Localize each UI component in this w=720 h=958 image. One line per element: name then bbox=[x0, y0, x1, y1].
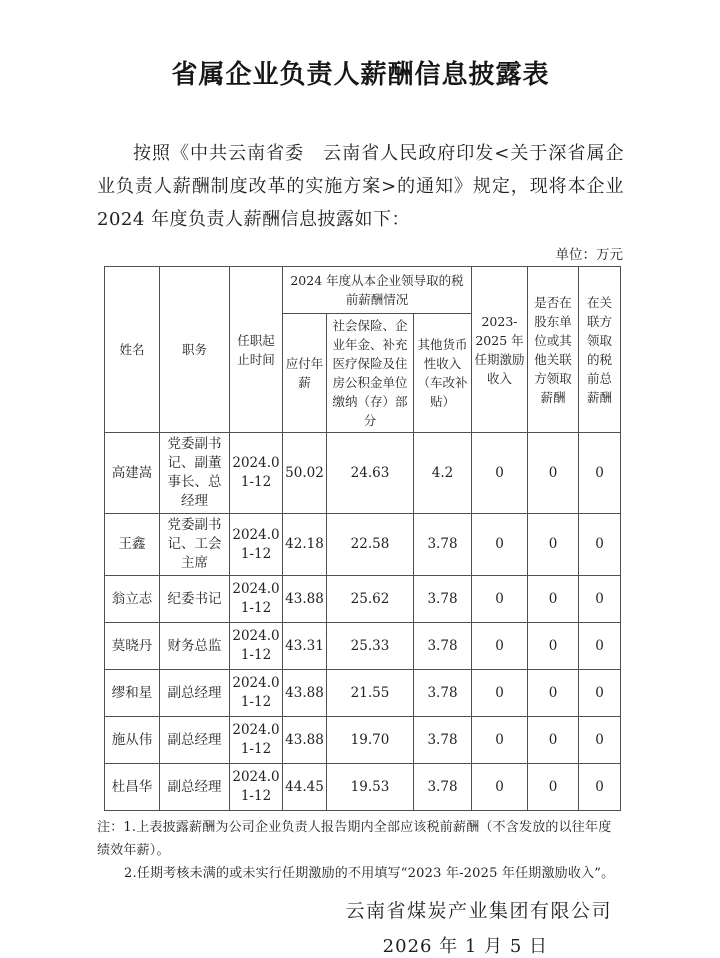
cell-insurance: 19.53 bbox=[327, 764, 414, 811]
cell-annual-salary: 44.45 bbox=[283, 764, 327, 811]
cell-name: 王鑫 bbox=[105, 514, 160, 576]
cell-insurance: 22.58 bbox=[327, 514, 414, 576]
col-header-salary-group: 2024 年度从本企业领导取的税前薪酬情况 bbox=[283, 267, 472, 314]
cell-name: 缪和星 bbox=[105, 670, 160, 717]
cell-related-party-pay: 0 bbox=[579, 623, 621, 670]
cell-term-incentive: 0 bbox=[472, 623, 528, 670]
cell-annual-salary: 43.88 bbox=[283, 576, 327, 623]
cell-term: 2024.01-12 bbox=[230, 717, 283, 764]
disclosure-date: 2026 年 1 月 5 日 bbox=[382, 936, 548, 957]
cell-position: 党委副书记、工会主席 bbox=[160, 514, 230, 576]
company-name: 云南省煤炭产业集团有限公司 bbox=[345, 900, 612, 922]
col-header-name: 姓名 bbox=[105, 267, 160, 433]
cell-position: 财务总监 bbox=[160, 623, 230, 670]
cell-shareholder-pay: 0 bbox=[528, 433, 579, 514]
note-2: 2.任期考核未满的或未实行任期激励的不用填写“2023 年-2025 年任期激励收入”。 bbox=[124, 866, 615, 881]
cell-name: 翁立志 bbox=[105, 576, 160, 623]
table-row bbox=[105, 623, 621, 670]
cell-position: 纪委书记 bbox=[160, 576, 230, 623]
col-header-term: 任职起止时间 bbox=[230, 267, 283, 433]
cell-shareholder-pay: 0 bbox=[528, 576, 579, 623]
cell-term-incentive: 0 bbox=[472, 764, 528, 811]
cell-other-income: 3.78 bbox=[414, 514, 472, 576]
cell-annual-salary: 43.88 bbox=[283, 717, 327, 764]
cell-other-income: 3.78 bbox=[414, 764, 472, 811]
col-header-annual-salary: 应付年薪 bbox=[283, 314, 327, 433]
cell-name: 施从伟 bbox=[105, 717, 160, 764]
table-row bbox=[105, 576, 621, 623]
cell-insurance: 25.33 bbox=[327, 623, 414, 670]
cell-term-incentive: 0 bbox=[472, 514, 528, 576]
cell-annual-salary: 43.31 bbox=[283, 623, 327, 670]
cell-related-party-pay: 0 bbox=[579, 576, 621, 623]
table-row bbox=[105, 433, 621, 514]
footnotes bbox=[97, 816, 624, 885]
cell-annual-salary: 42.18 bbox=[283, 514, 327, 576]
cell-annual-salary: 43.88 bbox=[283, 670, 327, 717]
cell-position: 副总经理 bbox=[160, 764, 230, 811]
col-header-term-incentive: 2023-2025 年任期激励收入 bbox=[472, 267, 528, 433]
intro-paragraph: 按照《中共云南省委 云南省人民政府印发<关于深省属企业负责人薪酬制度改革的实施方案>的通知》规定，现将本企业 2024 年度负责人薪酬信息披露如下： bbox=[97, 143, 624, 230]
table-row bbox=[105, 514, 621, 576]
cell-related-party-pay: 0 bbox=[579, 670, 621, 717]
col-header-insurance: 社会保险、企业年金、补充医疗保险及住房公积金单位缴纳（存）部分 bbox=[327, 314, 414, 433]
cell-term: 2024.01-12 bbox=[230, 670, 283, 717]
cell-shareholder-pay: 0 bbox=[528, 717, 579, 764]
table-row bbox=[105, 670, 621, 717]
cell-other-income: 4.2 bbox=[414, 433, 472, 514]
col-header-shareholder-pay: 是否在股东单位或其他关联方领取薪酬 bbox=[528, 267, 579, 433]
cell-shareholder-pay: 0 bbox=[528, 670, 579, 717]
col-header-other-income: 其他货币性收入（车改补贴） bbox=[414, 314, 472, 433]
cell-other-income: 3.78 bbox=[414, 576, 472, 623]
cell-name: 杜昌华 bbox=[105, 764, 160, 811]
cell-term: 2024.01-12 bbox=[230, 433, 283, 514]
unit-label: 单位：万元 bbox=[555, 247, 623, 263]
note-1: 注：1.上表披露薪酬为公司企业负责人报告期内全部应该税前薪酬（不含发放的以往年度绩效年薪）。 bbox=[97, 820, 612, 858]
salary-table bbox=[104, 266, 621, 811]
cell-term-incentive: 0 bbox=[472, 576, 528, 623]
cell-term-incentive: 0 bbox=[472, 670, 528, 717]
cell-term: 2024.01-12 bbox=[230, 514, 283, 576]
cell-name: 莫晓丹 bbox=[105, 623, 160, 670]
cell-other-income: 3.78 bbox=[414, 717, 472, 764]
page-title: 省属企业负责人薪酬信息披露表 bbox=[171, 60, 550, 90]
cell-insurance: 25.62 bbox=[327, 576, 414, 623]
cell-related-party-pay: 0 bbox=[579, 717, 621, 764]
cell-annual-salary: 50.02 bbox=[283, 433, 327, 514]
cell-related-party-pay: 0 bbox=[579, 764, 621, 811]
cell-position: 副总经理 bbox=[160, 717, 230, 764]
cell-term-incentive: 0 bbox=[472, 717, 528, 764]
cell-shareholder-pay: 0 bbox=[528, 764, 579, 811]
cell-insurance: 21.55 bbox=[327, 670, 414, 717]
cell-name: 高建嵩 bbox=[105, 433, 160, 514]
cell-insurance: 24.63 bbox=[327, 433, 414, 514]
table-row bbox=[105, 764, 621, 811]
cell-term: 2024.01-12 bbox=[230, 576, 283, 623]
cell-term: 2024.01-12 bbox=[230, 623, 283, 670]
cell-shareholder-pay: 0 bbox=[528, 623, 579, 670]
cell-position: 副总经理 bbox=[160, 670, 230, 717]
cell-shareholder-pay: 0 bbox=[528, 514, 579, 576]
cell-position: 党委副书记、副董事长、总经理 bbox=[160, 433, 230, 514]
cell-other-income: 3.78 bbox=[414, 670, 472, 717]
cell-insurance: 19.70 bbox=[327, 717, 414, 764]
cell-term: 2024.01-12 bbox=[230, 764, 283, 811]
cell-related-party-pay: 0 bbox=[579, 433, 621, 514]
cell-other-income: 3.78 bbox=[414, 623, 472, 670]
cell-related-party-pay: 0 bbox=[579, 514, 621, 576]
col-header-position: 职务 bbox=[160, 267, 230, 433]
col-header-related-party-pay: 在关联方领取的税前总薪酬 bbox=[579, 267, 621, 433]
cell-term-incentive: 0 bbox=[472, 433, 528, 514]
table-row bbox=[105, 717, 621, 764]
